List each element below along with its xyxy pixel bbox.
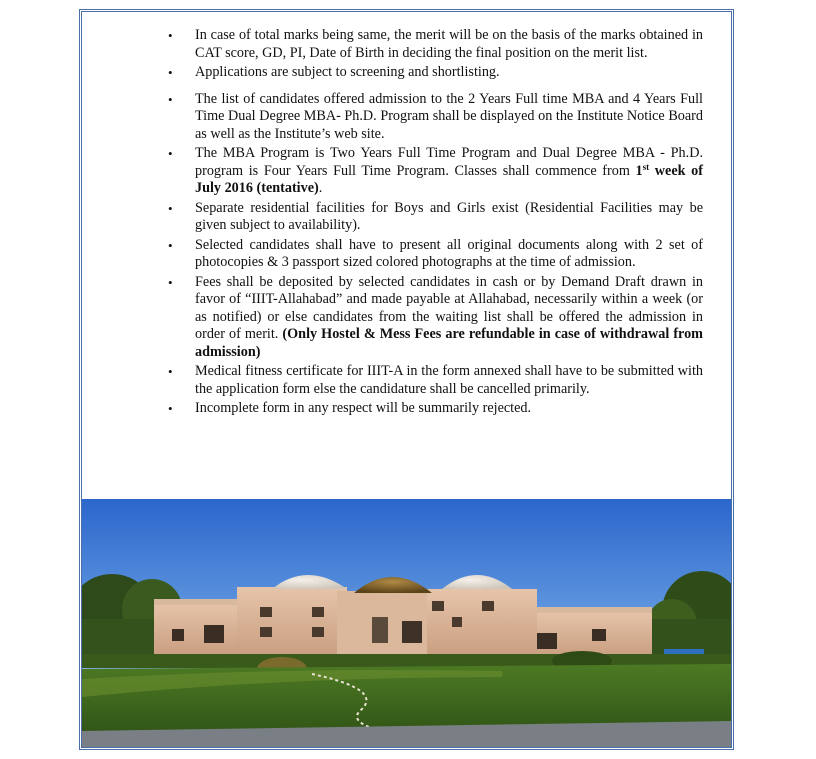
bullet-icon: •: [168, 200, 173, 216]
admission-rules-list: [167, 27, 703, 420]
bullet-text: The MBA Program is Two Years Full Time Program and Dual Degree MBA - Ph.D. program is Four Years Full Time Program. Classes shall commence from: [195, 145, 703, 179]
commencement-date: 1st week of July 2016 (tentative): [195, 161, 703, 196]
bullet-icon: •: [168, 237, 173, 253]
list-item: [167, 400, 703, 418]
list-item: [167, 91, 703, 144]
campus-building-photo: [82, 499, 731, 747]
bullet-text: Fees shall be deposited by selected candidates in cash or by Demand Draft drawn in favor of “IIIT-Allahabad” and made payable at Allahabad, necessarily within a week (or as notified) or else candidates from the waiting list shall be offered the admission in order of merit.: [195, 273, 703, 342]
bullet-text: Separate residential facilities for Boys and Girls exist (Residential Facilities may be given subject to availability).: [195, 199, 703, 233]
bullet-icon: •: [168, 91, 173, 107]
bullet-text: Applications are subject to screening and shortlisting.: [195, 64, 500, 80]
bullet-text: Selected candidates shall have to present all original documents along with 2 set of photocopies & 3 passport sized colored photographs at the time of admission.: [195, 236, 703, 270]
list-item: [167, 64, 703, 82]
list-item: [167, 274, 703, 362]
list-item: [167, 237, 703, 272]
refund-note: (Only Hostel & Mess Fees are refundable in case of withdrawal from admission): [195, 326, 703, 360]
bullet-icon: •: [168, 401, 173, 416]
bullet-icon: •: [168, 146, 173, 161]
page-frame: [79, 9, 734, 750]
list-item: [167, 27, 703, 62]
campus-illustration: [82, 499, 731, 747]
bullet-icon: •: [168, 364, 173, 379]
bullet-icon: •: [168, 274, 173, 290]
bullet-text: Medical fitness certificate for IIIT-A in the form annexed shall have to be submitted with the application form else the candidature shall be cancelled primarily.: [195, 363, 703, 397]
bullet-icon: •: [168, 28, 173, 43]
bullet-text: In case of total marks being same, the merit will be on the basis of the marks obtained in CAT score, GD, PI, Date of Birth in deciding the final position on the merit list.: [195, 27, 703, 61]
list-item: • The MBA Program is Two Years Full Time Program and Dual Degree MBA - Ph.D. program is Four Years Full Time Program. Classes shall commence from 1st week of July 2016 (tentative).: [168, 145, 703, 196]
bullet-icon: •: [168, 65, 173, 80]
list-item: [167, 200, 703, 235]
list-item: [167, 363, 703, 398]
bullet-text: Incomplete form in any respect will be summarily rejected.: [195, 400, 532, 416]
bullet-text: The list of candidates offered admission to the 2 Years Full time MBA and 4 Years Full Time Dual Degree MBA- Ph.D. Program shall be displayed on the Institute Notice Board as well as the Institute’s web site.: [195, 90, 703, 142]
